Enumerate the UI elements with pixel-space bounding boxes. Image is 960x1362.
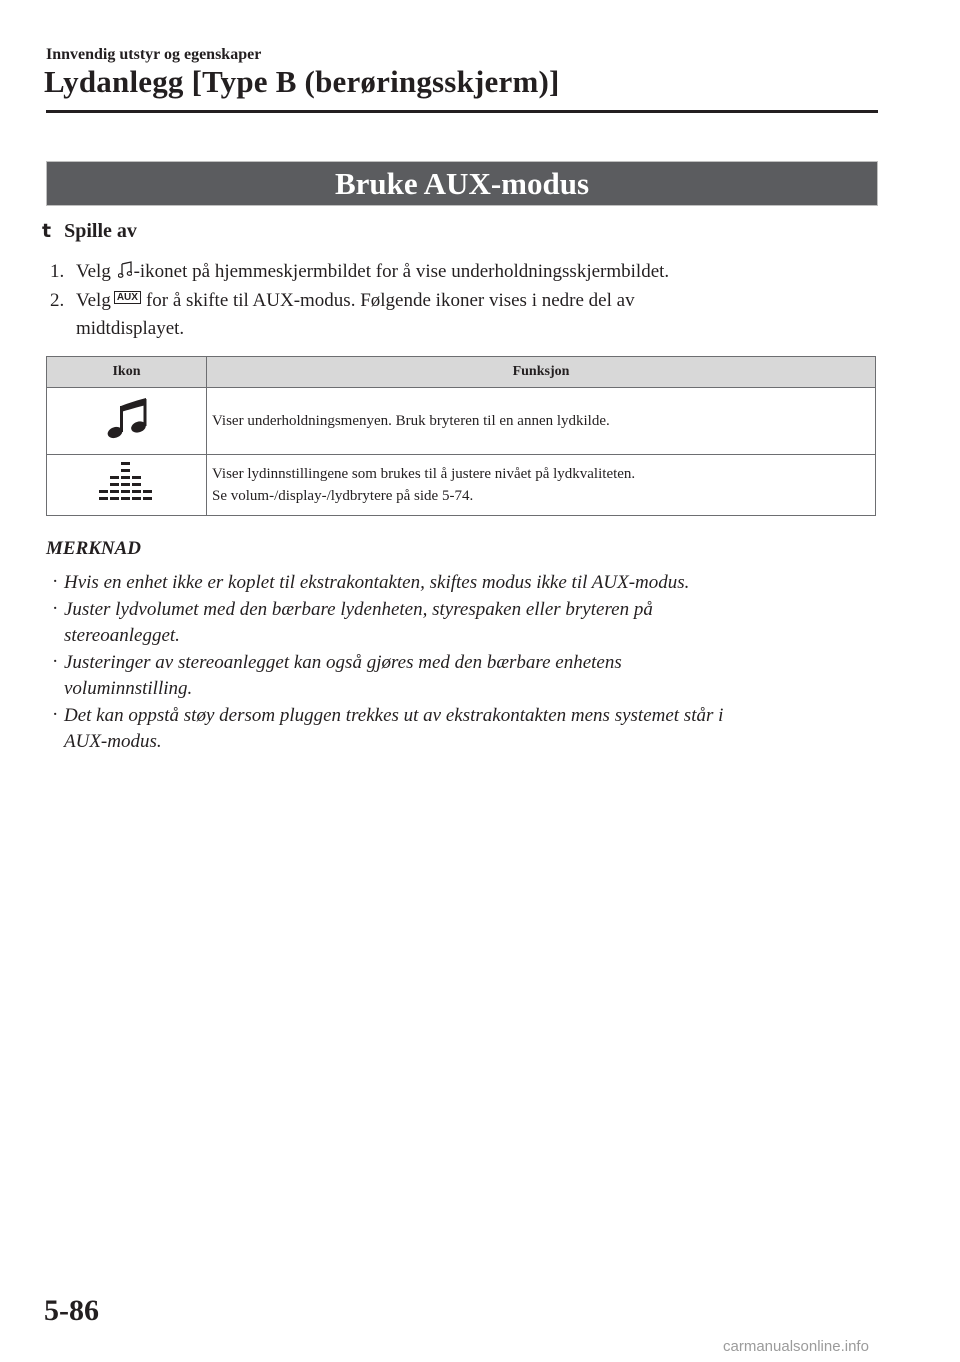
note-item [52,703,882,755]
icon-function-table [46,356,876,516]
icon-cell [47,455,207,516]
description-line: Se volum-/display-/lydbrytere på side 5-74. [212,488,474,504]
note-item [52,570,882,596]
column-header-function: Funksjon [207,357,876,388]
table-header-row [47,357,876,388]
music-note-icon [105,397,149,441]
step-text: for å skifte til AUX-modus. Følgende ikoner vises i nedre del av [145,290,635,311]
step-1 [50,258,669,288]
watermark: carmanualsonline.info [723,1338,869,1355]
subsection-marker: t [42,220,52,242]
table-row [47,455,876,516]
step-number: 1. [50,261,65,282]
column-header-icon: Ikon [47,357,207,388]
note-line: voluminnstilling. [64,678,193,699]
note-line: stereoanlegget. [64,625,180,646]
note-line: Justeringer av stereoanlegget kan også gjøres med den bærbare enhetens [64,652,622,673]
note-item [52,650,882,702]
note-list [52,570,882,756]
subsection-heading [42,220,137,243]
note-line: AUX-modus. [64,731,162,752]
step-2 [50,287,635,343]
section-banner: Bruke AUX-modus [46,161,878,206]
step-continuation: midtdisplayet. [76,318,185,339]
note-line: Det kan oppstå støy dersom pluggen trekkes ut av ekstrakontakten mens systemet står i [64,705,724,726]
table-row [47,388,876,455]
entertainment-note-icon [118,260,132,288]
step-prefix: Velg [76,261,111,282]
title-divider [46,110,878,113]
bullet: · [52,651,59,672]
bullet: · [52,704,59,725]
function-description [207,455,876,516]
equalizer-icon [99,460,155,506]
aux-button-icon: AUX [114,291,141,304]
page-title: Lydanlegg [Type B (berøringsskjerm)] [44,64,560,99]
note-line: Hvis en enhet ikke er koplet til ekstrakontakten, skiftes modus ikke til AUX-modus. [64,572,690,593]
step-number: 2. [50,290,65,311]
description-line: Viser underholdningsmenyen. Bruk bryteren til en annen lydkilde. [212,413,610,429]
page-number: 5-86 [44,1294,99,1327]
note-heading: MERKNAD [46,538,142,559]
note-line: Juster lydvolumet med den bærbare lydenheten, styrespaken eller bryteren på [64,599,653,620]
bullet: · [52,598,59,619]
function-description [207,388,876,455]
note-item [52,597,882,649]
subsection-title: Spille av [64,220,137,242]
description-line: Viser lydinnstillingene som brukes til å justere nivået på lydkvaliteten. [212,466,636,482]
section-label: Innvendig utstyr og egenskaper [46,46,262,63]
icon-cell [47,388,207,455]
bullet: · [52,571,59,592]
step-text: -ikonet på hjemmeskjermbildet for å vise underholdningsskjermbildet. [133,261,670,282]
step-prefix: Velg [76,290,111,311]
